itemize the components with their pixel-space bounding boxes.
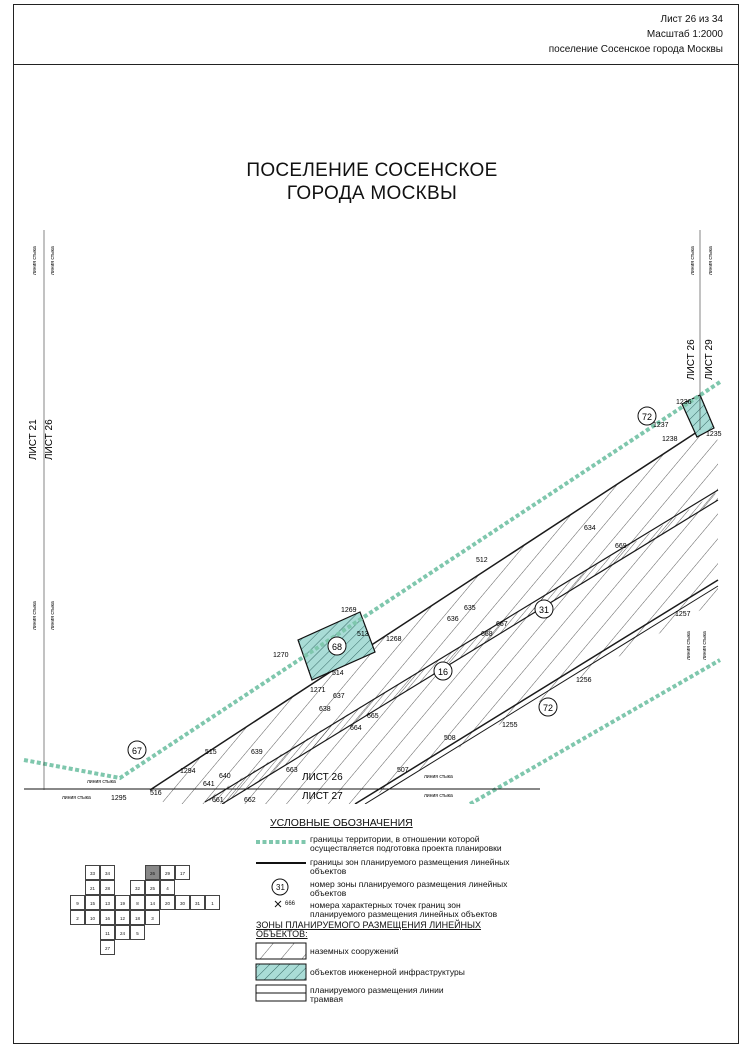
point-label: 513 — [357, 631, 369, 638]
index-cell: 5 — [130, 925, 145, 940]
point-label: 638 — [319, 706, 331, 713]
point-label: 1256 — [576, 677, 592, 684]
point-label: 634 — [584, 525, 596, 532]
index-cell: 26 — [145, 865, 160, 880]
point-label: 1238 — [662, 436, 678, 443]
ground-structures-zone — [150, 430, 718, 804]
index-cell: 28 — [100, 880, 115, 895]
point-label: 667 — [496, 621, 508, 628]
point-label: 665 — [367, 713, 379, 720]
point-label: 1271 — [310, 687, 326, 694]
sheet-label-left-b: ЛИСТ 26 — [44, 419, 55, 460]
index-cell: 9 — [70, 895, 85, 910]
point-label: 1270 — [273, 652, 289, 659]
index-cell: 31 — [190, 895, 205, 910]
index-cell: 34 — [100, 865, 115, 880]
sheet-label-bottom-a: ЛИСТ 26 — [302, 772, 343, 783]
point-label: 662 — [244, 797, 256, 804]
map-title-line1: ПОСЕЛЕНИЕ СОСЕНСКОЕ — [246, 160, 498, 181]
point-label: 664 — [350, 725, 362, 732]
point-label: 1236 — [676, 399, 692, 406]
index-cell: 29 — [160, 865, 175, 880]
index-cell: 18 — [130, 910, 145, 925]
tram-line-zone — [205, 492, 718, 804]
index-cell: 15 — [85, 895, 100, 910]
sheet-label-left-a: ЛИСТ 21 — [28, 419, 39, 460]
point-label: 640 — [219, 773, 231, 780]
point-label: 636 — [447, 616, 459, 623]
point-label: 514 — [332, 670, 344, 677]
point-label: 663 — [286, 767, 298, 774]
legend-item-zone-border: границы зон планируемого размещения линейных объектов — [310, 857, 510, 876]
zone-item-tram: планируемого размещения линии трамвая — [310, 985, 444, 1004]
sheet-label-right-a: ЛИСТ 26 — [686, 339, 697, 380]
svg-text:линия стыка: линия стыка — [424, 793, 453, 799]
zone-label: 67 — [131, 746, 143, 756]
zone-label: 72 — [641, 412, 653, 422]
svg-text:линия стыка: линия стыка — [686, 631, 692, 660]
point-label: 639 — [251, 749, 263, 756]
point-label: 668 — [481, 631, 493, 638]
point-label: 1294 — [180, 768, 196, 775]
index-cell: 14 — [145, 895, 160, 910]
svg-text:линия стыка: линия стыка — [32, 601, 38, 630]
svg-text:линия стыка: линия стыка — [50, 246, 56, 275]
point-label: 512 — [476, 557, 488, 564]
point-label: 1255 — [502, 722, 518, 729]
scale-label: Масштаб 1:2000 — [646, 29, 723, 40]
index-cell: 30 — [175, 895, 190, 910]
point-label: 515 — [205, 749, 217, 756]
sheet-number: Лист 26 из 34 — [660, 14, 723, 25]
zones-subtitle: ЗОНЫ ПЛАНИРУЕМОГО РАЗМЕЩЕНИЯ ЛИНЕЙНЫХ ОБЪЕКТОВ: — [256, 920, 482, 939]
point-label: 1295 — [111, 795, 127, 802]
index-cell: 13 — [100, 895, 115, 910]
svg-text:линия стыка: линия стыка — [87, 779, 116, 785]
svg-text:линия стыка: линия стыка — [708, 246, 714, 275]
zone-item-ground: наземных сооружений — [310, 946, 399, 956]
settlement-label: поселение Сосенское города Москвы — [548, 44, 723, 55]
index-cell: 32 — [130, 880, 145, 895]
zone-label: 31 — [538, 605, 550, 615]
point-label: 637 — [333, 693, 345, 700]
legend-item-boundary: границы территории, в отношении которой осуществляется подготовка проекта планировки — [310, 834, 502, 853]
point-label: 669 — [615, 543, 627, 550]
index-cell: 25 — [145, 880, 160, 895]
zone-label: 16 — [437, 667, 449, 677]
sheet-label-bottom-b: ЛИСТ 27 — [302, 791, 343, 802]
point-label: 507 — [397, 767, 409, 774]
map-title-line2: ГОРОДА МОСКВЫ — [286, 183, 458, 204]
point-label: 635 — [464, 605, 476, 612]
point-label: 516 — [150, 790, 162, 797]
index-cell: 33 — [85, 865, 100, 880]
zone-label: 68 — [331, 642, 343, 652]
index-cell: 21 — [85, 880, 100, 895]
point-label: 508 — [444, 735, 456, 742]
index-cell: 16 — [100, 910, 115, 925]
index-cell: 8 — [130, 895, 145, 910]
point-label: 1269 — [341, 607, 357, 614]
index-cell: 27 — [100, 940, 115, 955]
svg-text:линия стыка: линия стыка — [62, 795, 91, 801]
legend-point-example: 666 — [285, 901, 296, 907]
svg-text:линия стыка: линия стыка — [50, 601, 56, 630]
svg-text:линия стыка: линия стыка — [424, 774, 453, 780]
point-label: 641 — [203, 781, 215, 788]
zone-label: 72 — [542, 703, 554, 713]
point-label: 1237 — [653, 422, 669, 429]
index-cell: 1 — [205, 895, 220, 910]
point-label: 1268 — [386, 636, 402, 643]
legend-item-zone-number: номер зоны планируемого размещения линейных объектов — [310, 879, 508, 898]
legend-item-point-number: номера характерных точек границ зон планируемого размещения линейных объектов — [310, 900, 498, 919]
zone-item-infra: объектов инженерной инфраструктуры — [310, 967, 465, 977]
point-label: 661 — [212, 797, 224, 804]
index-cell: 2 — [70, 910, 85, 925]
point-label: 1257 — [675, 611, 691, 618]
point-label: 1235 — [706, 431, 722, 438]
svg-text:линия стыка: линия стыка — [690, 246, 696, 275]
legend-title: УСЛОВНЫЕ ОБОЗНАЧЕНИЯ — [270, 817, 413, 829]
index-cell: 3 — [145, 910, 160, 925]
index-cell: 11 — [100, 925, 115, 940]
sheet-label-right-b: ЛИСТ 29 — [704, 339, 715, 380]
svg-text:линия стыка: линия стыка — [32, 246, 38, 275]
legend-panel — [13, 805, 739, 1044]
index-cell: 20 — [160, 895, 175, 910]
sheet-index-map — [55, 865, 225, 975]
svg-text:линия стыка: линия стыка — [702, 631, 708, 660]
index-cell: 24 — [115, 925, 130, 940]
index-cell: 10 — [85, 910, 100, 925]
index-cell: 17 — [175, 865, 190, 880]
index-cell: 4 — [160, 880, 175, 895]
index-cell: 12 — [115, 910, 130, 925]
index-cell: 19 — [115, 895, 130, 910]
legend-zone-example: 31 — [276, 883, 285, 892]
